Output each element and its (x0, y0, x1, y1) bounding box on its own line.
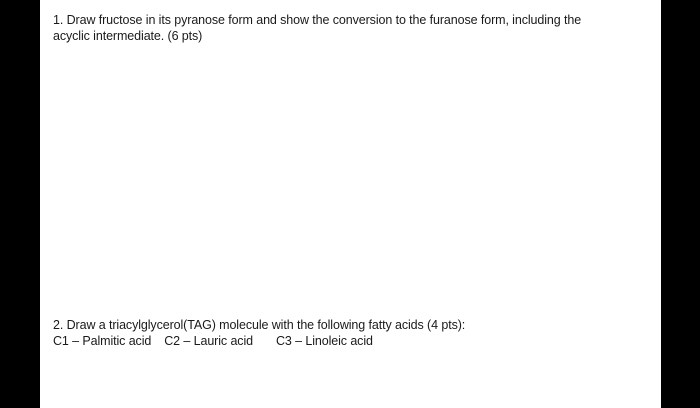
question-2-text: 2. Draw a triacylglycerol(TAG) molecule with the following fatty acids (4 pts): (53, 318, 466, 332)
worksheet-page (40, 0, 661, 408)
fatty-acid-list (53, 334, 373, 349)
fatty-acid-c1: C1 – Palmitic acid (53, 334, 152, 348)
question-1-text: 1. Draw fructose in its pyranose form and show the conversion to the furanose form, including the (53, 13, 582, 27)
question-1-text-continued: acyclic intermediate. (6 pts) (53, 29, 203, 43)
fatty-acid-c2: C2 – Lauric acid (164, 334, 253, 348)
fatty-acid-c3: C3 – Linoleic acid (275, 334, 373, 348)
